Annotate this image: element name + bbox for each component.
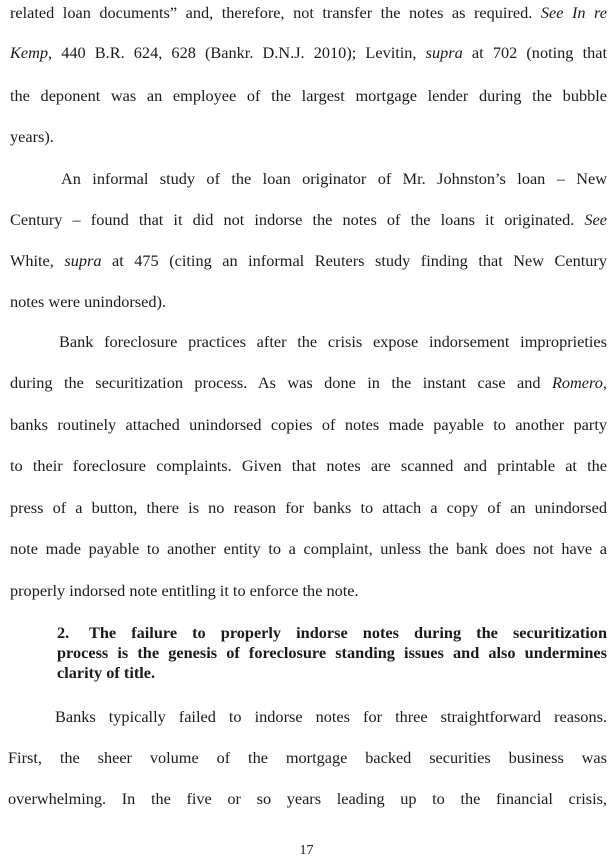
paragraph-4-line-3 xyxy=(8,789,607,809)
paragraph-2-line-3 xyxy=(10,251,607,271)
page-number: 17 xyxy=(299,843,314,858)
citation-signal: See xyxy=(584,210,607,229)
paragraph-3-line-3 xyxy=(10,415,607,435)
paragraph-4-line-2 xyxy=(8,748,607,768)
paragraph-3-line-1 xyxy=(59,332,607,352)
text-run: overwhelming. In the five or so years leading up to the financial crisis, xyxy=(8,789,607,808)
paragraph-3-line-2 xyxy=(10,373,607,393)
paragraph-2-line-4 xyxy=(10,292,607,312)
text-run: to their foreclosure complaints. Given that notes are scanned and printable at the xyxy=(10,456,607,475)
text-run: notes were unindorsed). xyxy=(10,292,166,311)
text-run: during the securitization process. As was done in the instant case and xyxy=(10,373,552,392)
paragraph-3-line-6 xyxy=(10,539,607,559)
section-heading-line-3: clarity of title. xyxy=(57,663,156,682)
text-run: related loan documents” and, therefore, not transfer the notes as required. xyxy=(10,3,541,22)
section-heading-line-1: The failure to properly indorse notes during the securitization xyxy=(89,623,607,642)
paragraph-1-line-1 xyxy=(10,3,607,23)
text-run: Banks typically failed to indorse notes for three straightforward reasons. xyxy=(55,707,607,726)
section-heading-line-2: process is the genesis of foreclosure standing issues and also undermines xyxy=(57,643,607,662)
text-run: at 475 (citing an informal Reuters study finding that New Century xyxy=(101,251,607,270)
text-run: note made payable to another entity to a complaint, unless the bank does not have a xyxy=(10,539,607,558)
text-run: years). xyxy=(10,127,54,146)
paragraph-3-line-7 xyxy=(10,581,607,601)
citation-signal: supra xyxy=(64,251,102,270)
text-run: Century – found that it did not indorse the notes of the loans it originated. xyxy=(10,210,585,229)
text-run: First, the sheer volume of the mortgage backed securities business was xyxy=(8,748,607,767)
paragraph-3-line-5 xyxy=(10,498,607,518)
citation-signal: See In re xyxy=(540,3,607,22)
text-run: at 702 (noting that xyxy=(462,43,607,62)
text-run: An informal study of the loan originator of Mr. Johnston’s loan – New xyxy=(61,169,607,188)
text-run: , xyxy=(602,373,607,392)
paragraph-2-line-1 xyxy=(61,169,607,189)
paragraph-1-line-4 xyxy=(10,127,607,147)
paragraph-2-line-2 xyxy=(10,210,607,230)
paragraph-1-line-2 xyxy=(10,43,607,63)
case-name: Romero xyxy=(551,373,603,392)
text-run: properly indorsed note entitling it to enforce the note. xyxy=(10,581,359,600)
text-run: press of a button, there is no reason for banks to attach a copy of an unindorsed xyxy=(10,498,607,517)
text-run: Bank foreclosure practices after the crisis expose indorsement improprieties xyxy=(59,332,607,351)
section-number: 2. xyxy=(57,623,70,642)
text-run: White, xyxy=(10,251,65,270)
text-run: banks routinely attached unindorsed copies of notes made payable to another party xyxy=(10,415,607,434)
text-run: the deponent was an employee of the largest mortgage lender during the bubble xyxy=(10,86,607,105)
case-name: Kemp xyxy=(10,43,48,62)
citation-signal: supra xyxy=(425,43,463,62)
paragraph-3-line-4 xyxy=(10,456,607,476)
paragraph-4-line-1 xyxy=(55,707,607,727)
paragraph-1-line-3 xyxy=(10,86,607,106)
text-run: , 440 B.R. 624, 628 (Bankr. D.N.J. 2010); Levitin, xyxy=(47,43,426,62)
